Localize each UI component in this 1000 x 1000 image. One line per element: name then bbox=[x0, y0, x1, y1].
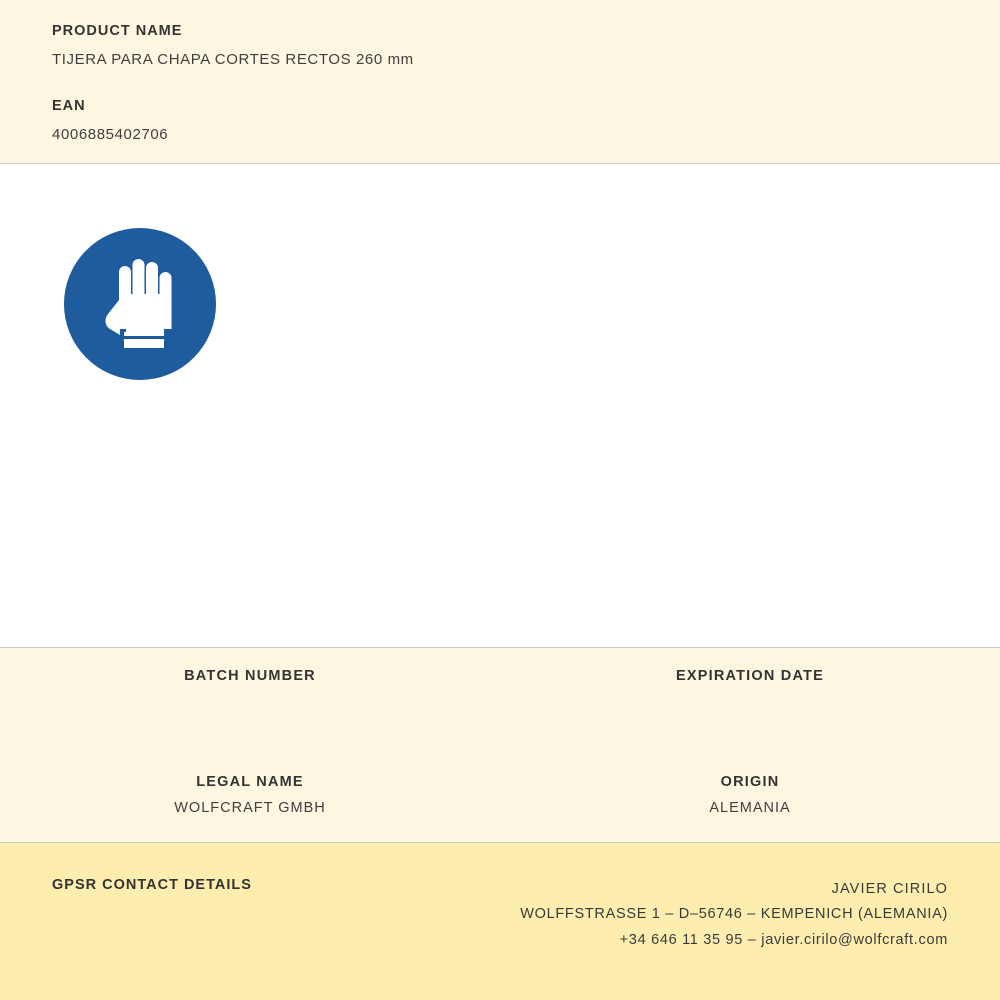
legal-name-label: LEGAL NAME bbox=[196, 774, 304, 790]
gpsr-contact-label: GPSR CONTACT DETAILS bbox=[52, 877, 252, 893]
batch-number-value bbox=[0, 694, 500, 712]
expiration-date-value bbox=[500, 694, 1000, 712]
expiration-date-label: EXPIRATION DATE bbox=[676, 668, 824, 684]
gpsr-contact-address: WOLFFSTRASSE 1 – D–56746 – KEMPENICH (ALEMANIA) bbox=[520, 906, 948, 923]
product-header-block bbox=[0, 0, 1000, 164]
mid-info-block bbox=[0, 648, 1000, 843]
cell-batch-number bbox=[0, 668, 500, 712]
mid-row-legal-origin bbox=[0, 774, 1000, 818]
origin-label: ORIGIN bbox=[720, 774, 780, 790]
cell-legal-name bbox=[0, 774, 500, 818]
origin-value: ALEMANIA bbox=[709, 800, 791, 816]
legal-name-value: WOLFCRAFT GMBH bbox=[174, 800, 326, 816]
gpsr-contact-name: JAVIER CIRILO bbox=[831, 881, 948, 897]
gpsr-contact-block bbox=[0, 843, 1000, 1000]
gpsr-contact-lines bbox=[520, 877, 948, 953]
pictogram-area bbox=[0, 164, 1000, 648]
batch-number-label: BATCH NUMBER bbox=[184, 668, 316, 684]
cell-expiration-date bbox=[500, 668, 1000, 712]
ean-label: EAN bbox=[52, 98, 86, 115]
gpsr-contact-phone-email: +34 646 11 35 95 – javier.cirilo@wolfcraft.com bbox=[619, 931, 948, 948]
product-name-label: PRODUCT NAME bbox=[52, 23, 183, 39]
ean-value: 4006885402706 bbox=[52, 126, 169, 144]
field-ean bbox=[0, 97, 1000, 144]
mid-row-batch-expiration bbox=[0, 668, 1000, 712]
field-product-name bbox=[0, 22, 1000, 69]
product-name-value: TIJERA PARA CHAPA CORTES RECTOS 260 mm bbox=[52, 50, 414, 68]
wear-protective-gloves-icon bbox=[64, 228, 216, 380]
cell-origin bbox=[500, 774, 1000, 818]
